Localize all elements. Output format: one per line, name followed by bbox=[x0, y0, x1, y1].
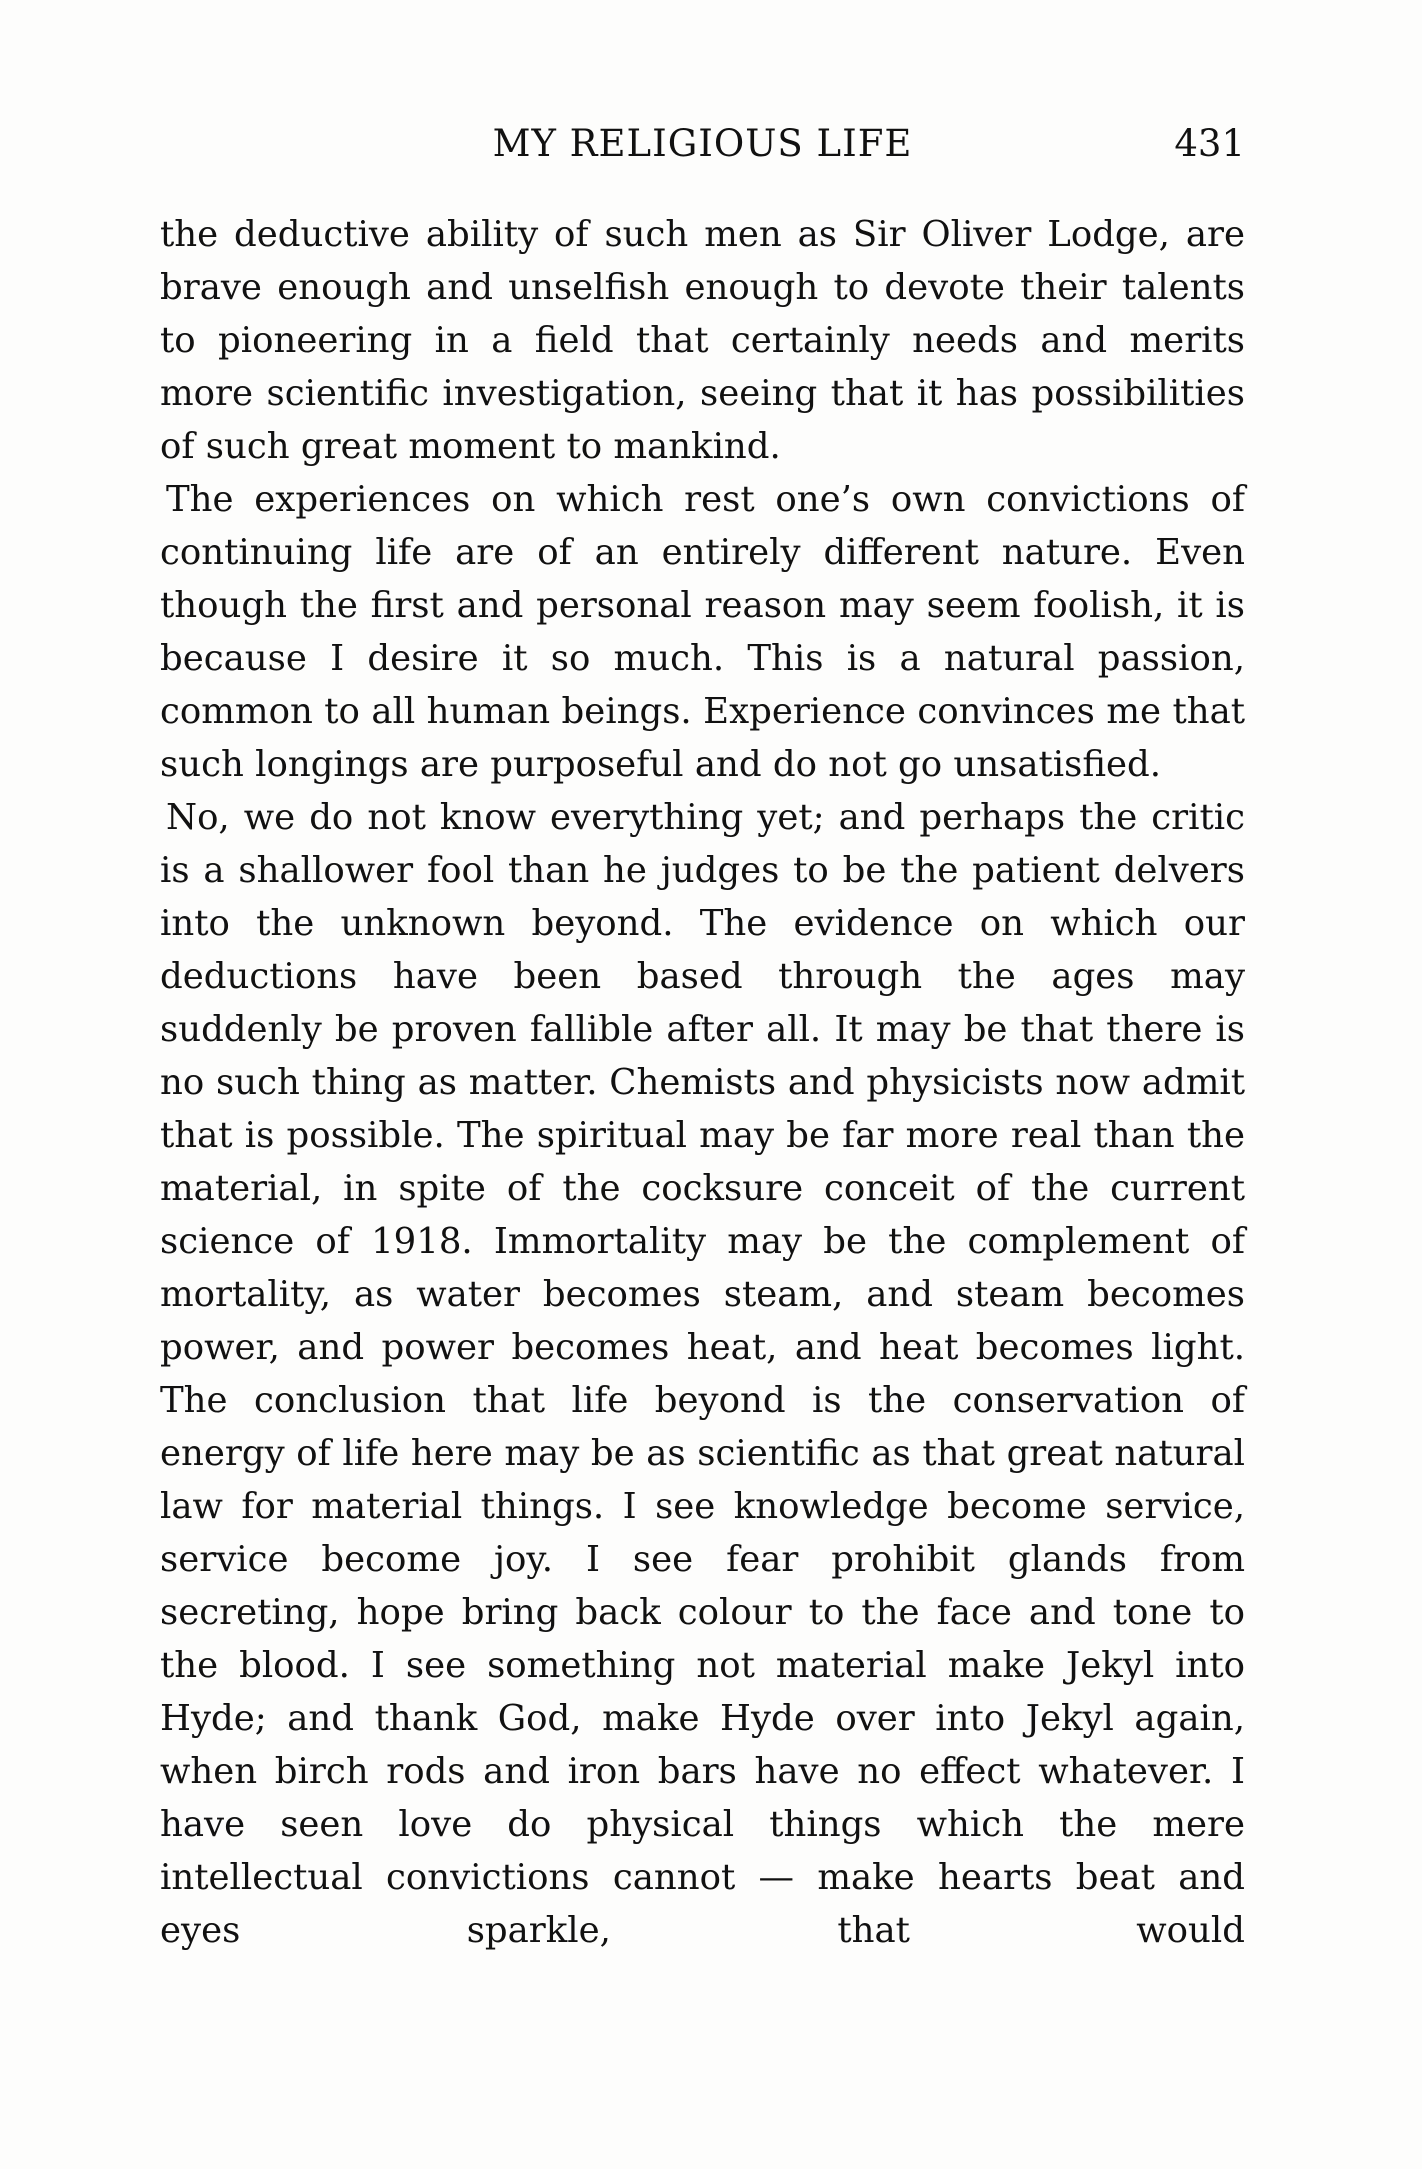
paragraph: No, we do not know everything yet; and perhaps the critic is a shallower fool than he judges to be the patient delvers into the unknown beyond. The evidence on which our deductions have been based through the ages may suddenly be proven fallible after all. It may be that there is no such thing as matter. Chemists and physicists now admit that is possible. The spiritual may be far more real than the material, in spite of the cocksure conceit of the current science of 1918. Immortality may be the complement of mortality, as water becomes steam, and steam becomes power, and power becomes heat, and heat becomes light. The conclusion that life beyond is the conservation of energy of life here may be as scientific as that great natural law for material things. I see knowledge become service, service become joy. I see fear prohibit glands from secreting, hope bring back colour to the face and tone to the blood. I see something not material make Jekyl into Hyde; and thank God, make Hyde over into Jekyl again, when birch rods and iron bars have no effect whatever. I have seen love do physical things which the mere intellectual convictions cannot — make hearts beat and eyes sparkle, that would bbox=[160, 797, 1245, 1951]
paragraph-continued: the deductive ability of such men as Sir Oliver Lodge, are brave enough and unselfish enough to devote their talents to pioneering in a field that certainly needs and merits more scientific investigation, seeing that it has possibilities of such great moment to mankind. bbox=[160, 214, 1245, 467]
paragraph: The experiences on which rest one’s own convictions of continuing life are of an entirely different nature. Even though the first and personal reason may seem foolish, it is because I desire it so much. This is a natural passion, common to all human beings. Experience convinces me that such longings are purposeful and do not go unsatisfied. bbox=[160, 479, 1245, 785]
running-head bbox=[160, 122, 1245, 182]
body-text bbox=[160, 208, 1245, 1957]
page-number: 431 bbox=[1174, 122, 1245, 165]
running-title: MY RELIGIOUS LIFE bbox=[492, 122, 913, 165]
